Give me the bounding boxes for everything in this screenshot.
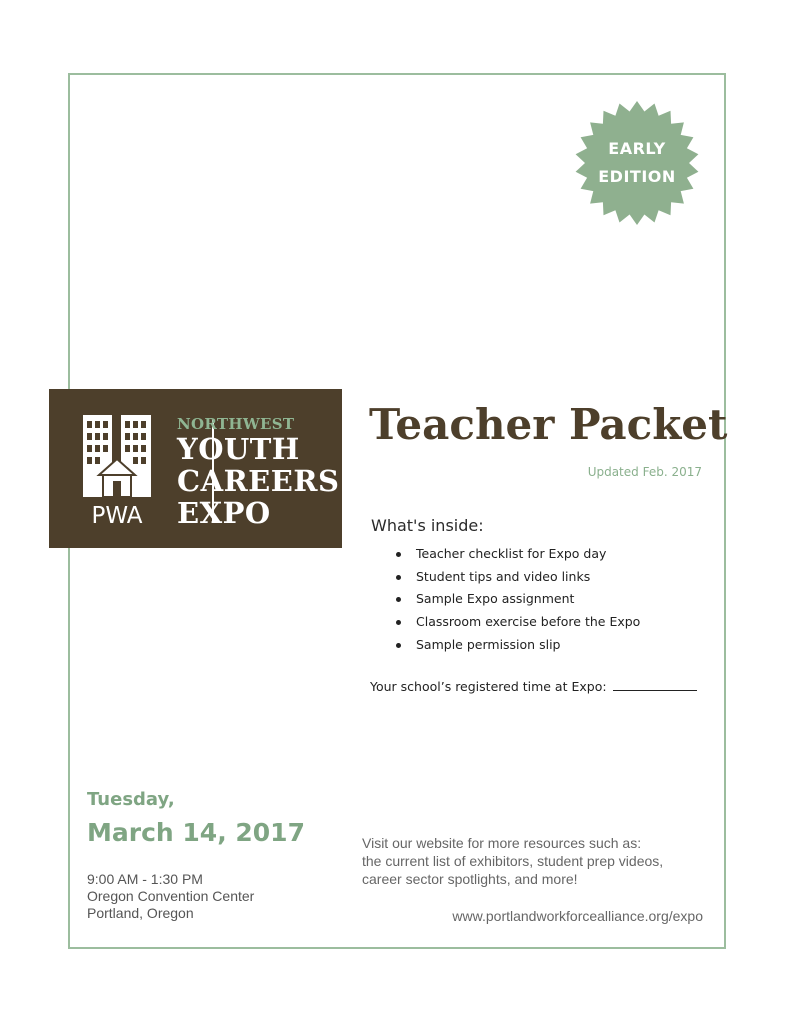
event-city: Portland, Oregon xyxy=(87,905,194,921)
event-date: March 14, 2017 xyxy=(87,818,305,847)
list-item: Student tips and video links xyxy=(396,566,640,589)
list-item: Classroom exercise before the Expo xyxy=(396,611,640,634)
resources-text xyxy=(362,834,663,888)
early-edition-badge xyxy=(572,101,702,225)
event-venue: Oregon Convention Center xyxy=(87,888,255,904)
logo-subtitle: NORTHWEST xyxy=(177,415,295,433)
inside-heading: What's inside: xyxy=(371,516,484,535)
registered-time-label: Your school’s registered time at Expo: xyxy=(370,679,607,694)
logo-line-1: YOUTH xyxy=(177,432,300,466)
resources-line-1: Visit our website for more resources such as: xyxy=(362,835,642,851)
resources-line-3: career sector spotlights, and more! xyxy=(362,871,578,887)
badge-line-1: EARLY xyxy=(608,139,666,158)
event-details xyxy=(87,871,254,922)
buildings-icon xyxy=(83,415,151,525)
website-link[interactable]: www.portlandworkforcealliance.org/expo xyxy=(452,908,703,924)
resources-line-2: the current list of exhibitors, student prep videos, xyxy=(362,853,664,869)
page-title: Teacher Packet xyxy=(369,400,728,449)
list-item: Sample Expo assignment xyxy=(396,588,640,611)
event-day: Tuesday, xyxy=(87,789,175,810)
badge-line-2: EDITION xyxy=(598,167,676,186)
nwyce-logo xyxy=(49,389,342,548)
logo-line-3: EXPO xyxy=(177,496,271,530)
event-time: 9:00 AM - 1:30 PM xyxy=(87,871,203,887)
registered-time-blank[interactable] xyxy=(613,678,697,691)
list-item: Teacher checklist for Expo day xyxy=(396,543,640,566)
pwa-initials: PWA xyxy=(91,503,143,525)
updated-date: Updated Feb. 2017 xyxy=(587,465,702,479)
logo-line-2: CAREERS xyxy=(177,464,340,498)
contents-list xyxy=(396,543,640,656)
registered-time-line xyxy=(370,678,697,694)
list-item: Sample permission slip xyxy=(396,634,640,657)
